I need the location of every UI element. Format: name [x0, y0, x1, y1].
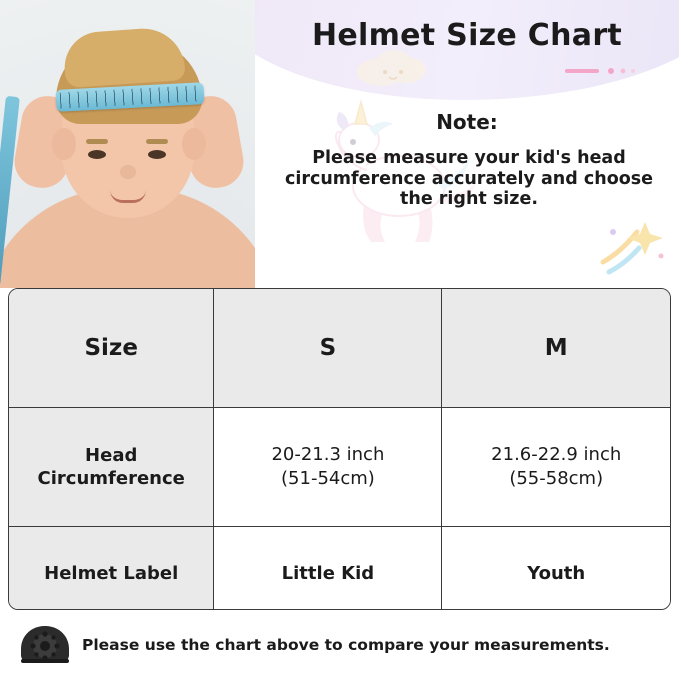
- photo-left-eyebrow: [86, 139, 108, 144]
- top-section: [0, 0, 679, 288]
- table-header-row: [9, 289, 670, 408]
- page-title: Helmet Size Chart: [311, 18, 623, 53]
- note-text: Please measure your kid's head circumference accurately and choose the right size.: [284, 148, 654, 210]
- tape-measure-ticks: [60, 85, 201, 108]
- shooting-star-icon: [599, 218, 669, 280]
- table-row-head-circumference: [9, 408, 670, 527]
- row-label-head-circumference: Head Circumference: [9, 408, 214, 527]
- cell-head-circumference-s: [214, 408, 442, 527]
- cell-helmet-label-s: Little Kid: [214, 527, 442, 611]
- table-header-size: Size: [9, 289, 214, 408]
- table-header-m: M: [442, 289, 670, 408]
- cell-head-circumference-m-line1: 21.6-22.9 inch: [491, 443, 622, 465]
- child-photo: [0, 0, 255, 288]
- photo-nose: [120, 165, 136, 179]
- photo-right-eyebrow: [146, 139, 168, 144]
- size-chart-table-wrapper: [8, 288, 671, 610]
- footer: [0, 614, 679, 675]
- dots-decoration-icon: [565, 66, 661, 76]
- cell-head-circumference-s-line1: 20-21.3 inch: [271, 443, 385, 465]
- note-label: Note:: [436, 110, 498, 134]
- row-label-helmet-label: Helmet Label: [9, 527, 214, 611]
- table-row-helmet-label: [9, 527, 670, 611]
- table-header-s: S: [214, 289, 442, 408]
- cell-head-circumference-s-line2: (51-54cm): [281, 468, 375, 489]
- header-panel: [255, 0, 679, 288]
- cell-helmet-label-m: Youth: [442, 527, 670, 611]
- cell-head-circumference-m-line2: (55-58cm): [509, 468, 604, 489]
- helmet-icon: [18, 623, 72, 667]
- size-chart-table: [9, 289, 670, 610]
- photo-left-eye: [88, 150, 106, 159]
- photo-left-ear: [52, 128, 76, 160]
- cell-head-circumference-m: [442, 408, 670, 527]
- photo-right-eye: [148, 150, 166, 159]
- footer-text: Please use the chart above to compare your measurements.: [82, 635, 610, 654]
- photo-right-ear: [182, 128, 206, 160]
